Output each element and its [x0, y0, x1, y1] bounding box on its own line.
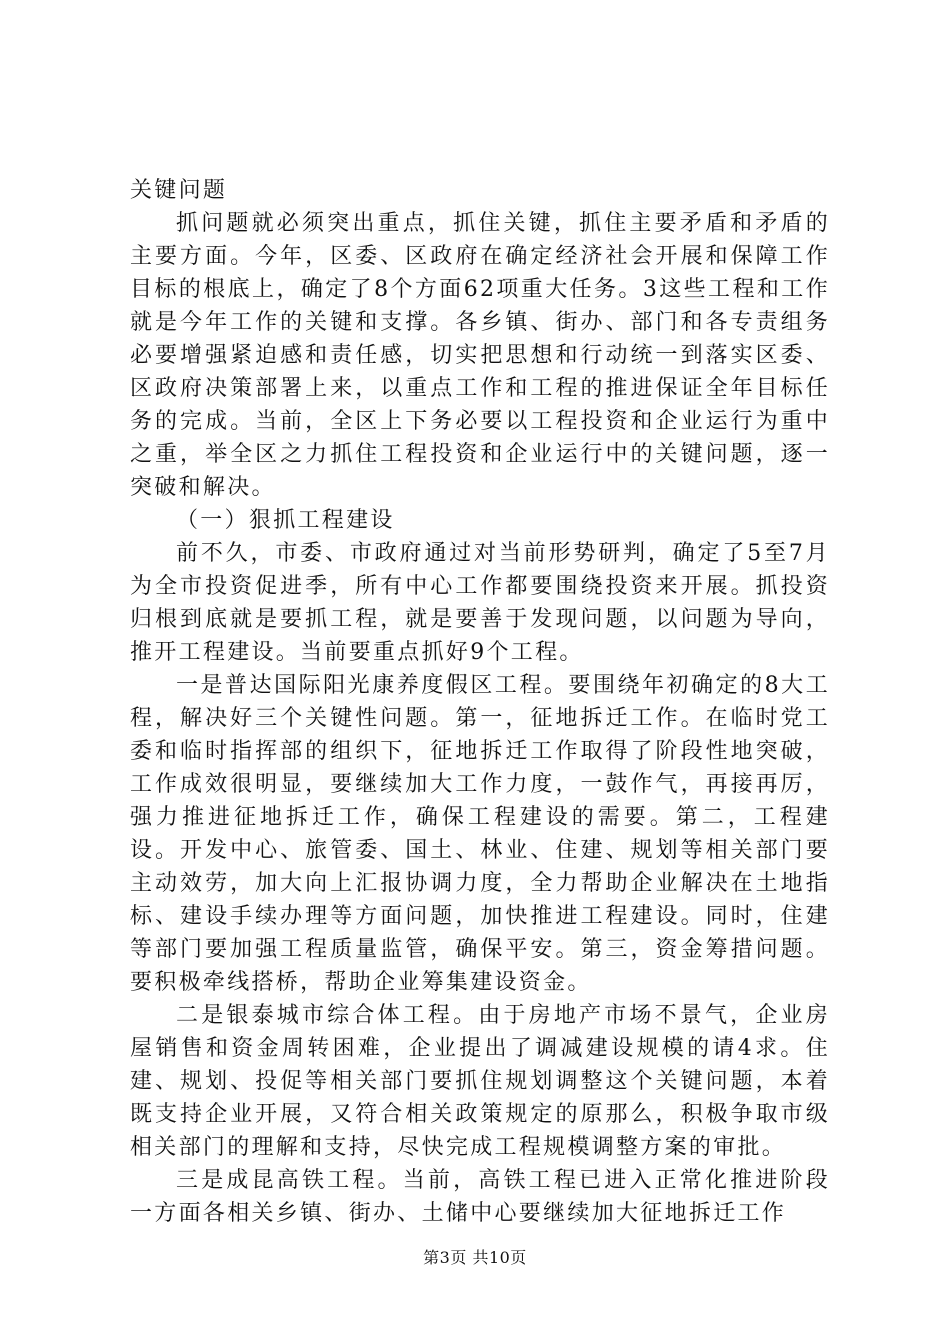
- paragraph-heading-continuation: 关键问题: [130, 178, 228, 203]
- paragraph-5: 二是银泰城市综合体工程。由于房地产市场不景气，企业房屋销售和资金周转困难，企业提出了调减建设规模的请4求。住建、规划、投促等相关部门要抓住规划调整这个关键问题，本着既支持企业开展，又符合相关政策规定的原那么，积极争取市级相关部门的理解和支持，尽快完成工程规模调整方案的审批。: [130, 1003, 830, 1160]
- document-body: [130, 174, 830, 1230]
- paragraph-4: 一是普达国际阳光康养度假区工程。要围绕年初确定的8大工程，解决好三个关键性问题。第一，征地拆迁工作。在临时党工委和临时指挥部的组织下，征地拆迁工作取得了阶段性地突破，工作成效很明显，要继续加大工作力度，一鼓作气，再接再厉，强力推进征地拆迁工作，确保工程建设的需要。第二，工程建设。开发中心、旅管委、国土、林业、住建、规划等相关部门要主动效劳，加大向上汇报协调力度，全力帮助企业解决在土地指标、建设手续办理等方面问题，加快推进工程建设。同时，住建等部门要加强工程质量监管，确保平安。第三，资金筹措问题。要积极牵线搭桥，帮助企业筹集建设资金。: [130, 673, 830, 995]
- page-footer: 第3页 共10页: [423, 1248, 527, 1267]
- paragraph-1: 抓问题就必须突出重点，抓住关键，抓住主要矛盾和矛盾的主要方面。今年，区委、区政府在确定经济社会开展和保障工作目标的根底上，确定了8个方面62项重大任务。3这些工程和工作就是今年工作的关键和支撑。各乡镇、街办、部门和各专责组务必要增强紧迫感和责任感，切实把思想和行动统一到落实区委、区政府决策部署上来，以重点工作和工程的推进保证全年目标任务的完成。当前，全区上下务必要以工程投资和企业运行为重中之重，举全区之力抓住工程投资和企业运行中的关键问题，逐一突破和解决。: [130, 211, 830, 500]
- paragraph-6: 三是成昆高铁工程。当前，高铁工程已进入正常化推进阶段一方面各相关乡镇、街办、土储中心要继续加大征地拆迁工作: [130, 1168, 830, 1226]
- paragraph-3: 前不久，市委、市政府通过对当前形势研判，确定了5至7月为全市投资促进季，所有中心工作都要围绕投资来开展。抓投资归根到底就是要抓工程，就是要善于发现问题，以问题为导向，推开工程建设。当前要重点抓好9个工程。: [130, 541, 830, 665]
- section-heading-1: （一）狠抓工程建设: [176, 508, 395, 533]
